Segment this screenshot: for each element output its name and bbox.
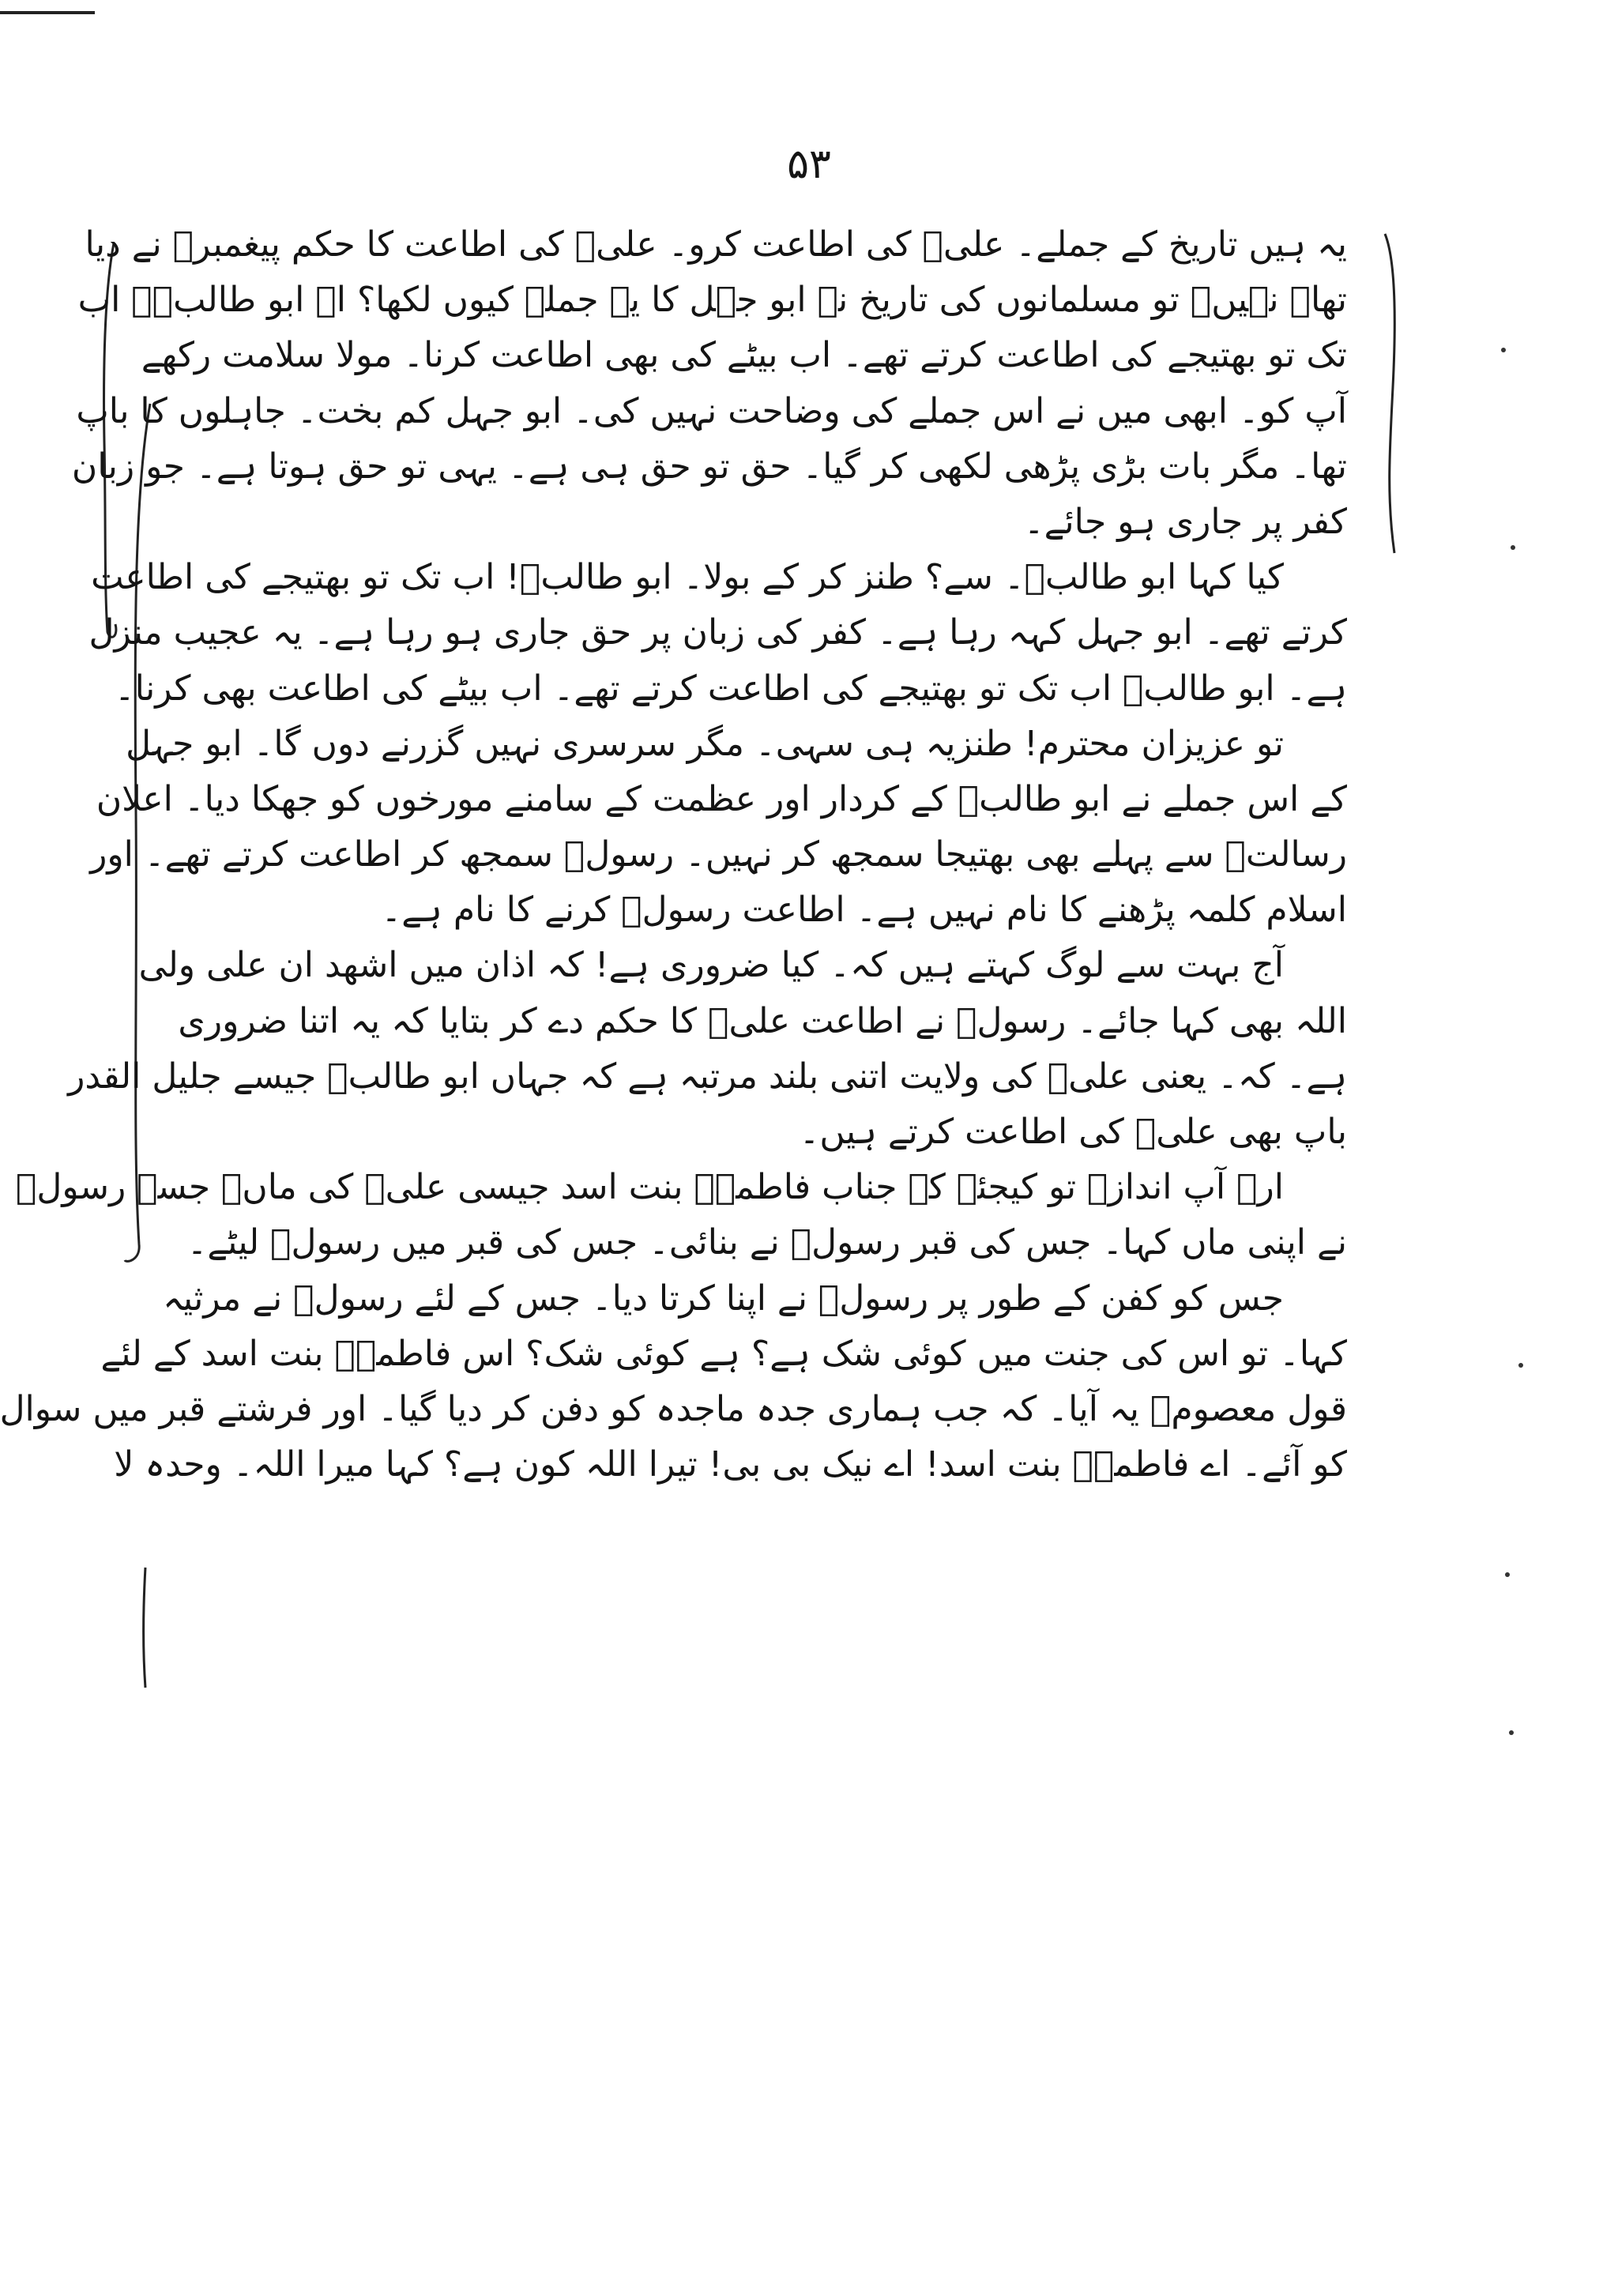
text-line: کو آئے۔ اے فاطمہؑ بنت اسد! اے نیک بی بی! تیرا اللہ کون ہے؟ کہا میرا اللہ۔ وحدہ لا (114, 1444, 1347, 1485)
scan-speck (1511, 545, 1515, 550)
text-line: اللہ بھی کہا جائے۔ رسولؐ نے اطاعت علیؑ کا حکم دے کر بتایا کہ یہ اتنا ضروری (178, 1000, 1347, 1041)
text-line: کرتے تھے۔ ابو جہل کہہ رہا ہے۔ کفر کی زبان پر حق جاری ہو رہا ہے۔ یہ عجیب منزل (88, 612, 1347, 653)
left-margin-bracket-bottom (136, 1564, 155, 1691)
text-line: کہا۔ تو اس کی جنت میں کوئی شک ہے؟ ہے کوئی شک؟ اس فاطمہؑ بنت اسد کے لئے (100, 1333, 1347, 1374)
text-line: کے اس جملے نے ابو طالبؑ کے کردار اور عظمت کے سامنے مورخوں کو جھکا دیا۔ اعلان (96, 778, 1347, 819)
scan-speck (1505, 1572, 1510, 1577)
text-line: ہے۔ کہ۔ یعنی علیؑ کی ولایت اتنی بلند مرتبہ ہے کہ جہاں ابو طالبؑ جیسے جلیل القدر (68, 1056, 1347, 1097)
text-line: جس کو کفن کے طور پر رسولؐ نے اپنا کرتا دیا۔ جس کے لئے رسولؐ نے مرثیہ (163, 1278, 1284, 1319)
text-line: باپ بھی علیؑ کی اطاعت کرتے ہیں۔ (799, 1112, 1347, 1152)
text-line: تھا۔ مگر بات بڑی پڑھی لکھی کر گیا۔ حق تو حق ہی ہے۔ یہی تو حق ہوتا ہے۔ جو زبان (71, 446, 1347, 487)
text-line: تک تو بھتیجے کی اطاعت کرتے تھے۔ اب بیٹے کی بھی اطاعت کرنا۔ مولا سلامت رکھے (141, 335, 1347, 376)
text-line: تھا۔ نہیں۔ تو مسلمانوں کی تاریخ نے ابو جہل کا یہ جملہ کیوں لکھا؟ اے ابو طالبؑ۔ اب (77, 280, 1347, 321)
text-line: رسالتؐ سے پہلے بھی بھتیجا سمجھ کر نہیں۔ رسولؐ سمجھ کر اطاعت کرتے تھے۔ اور (90, 834, 1347, 875)
body-text (0, 217, 1347, 1492)
text-line: قول معصومؑ یہ آیا۔ کہ جب ہماری جدہ ماجدہ کو دفن کر دیا گیا۔ اور فرشتے قبر میں سوال (0, 1388, 1347, 1429)
text-line: تو عزیزان محترم! طنزیہ ہی سہی۔ مگر سرسری نہیں گزرنے دوں گا۔ ابو جہل (126, 723, 1284, 764)
scan-corner-rule (0, 11, 95, 14)
text-line: نے اپنی ماں کہا۔ جس کی قبر رسولؐ نے بنائی۔ جس کی قبر میں رسولؐ لیٹے۔ (186, 1222, 1347, 1263)
scan-speck (1501, 348, 1506, 352)
right-margin-bracket-top (1379, 229, 1402, 561)
text-line: آپ کو۔ ابھی میں نے اس جملے کی وضاحت نہیں کی۔ ابو جہل کم بخت۔ جاہلوں کا باپ (76, 390, 1347, 431)
page-number: ۵۳ (787, 141, 831, 188)
text-line: اسلام کلمہ پڑھنے کا نام نہیں ہے۔ اطاعت رسولؐ کرنے کا نام ہے۔ (381, 890, 1347, 931)
text-line: ارے آپ اندازہ تو کیجئے کہ جناب فاطمہؑ بنت اسد جیسی علیؑ کی ماں۔ جسے رسولؐ (15, 1167, 1284, 1208)
text-line: آج بہت سے لوگ کہتے ہیں کہ۔ کیا ضروری ہے! کہ اذان میں اشھد ان علی ولی (138, 945, 1284, 986)
text-line: کیا کہا ابو طالبؑ۔ سے؟ طنز کر کے بولا۔ ابو طالبؑ! اب تک تو بھتیجے کی اطاعت (91, 557, 1284, 598)
scan-speck (1509, 1730, 1514, 1735)
scan-speck (1518, 1363, 1523, 1368)
text-line: ہے۔ ابو طالبؑ اب تک تو بھتیجے کی اطاعت کرتے تھے۔ اب بیٹے کی اطاعت بھی کرنا۔ (114, 668, 1347, 709)
text-line: کفر پر جاری ہو جائے۔ (1023, 501, 1347, 542)
text-line: یہ ہیں تاریخ کے جملے۔ علیؑ کی اطاعت کرو۔ علیؑ کی اطاعت کا حکم پیغمبرؐ نے دیا (85, 224, 1347, 265)
